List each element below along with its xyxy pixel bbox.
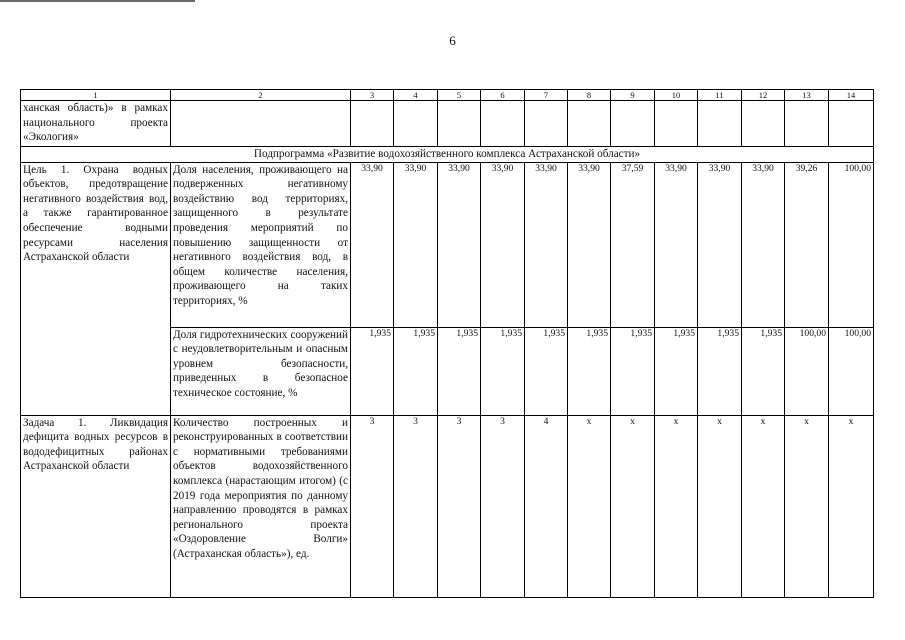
header-cell: 6: [481, 90, 525, 101]
task-cell: Задача 1. Ликвидация дефицита водных ресурсов в вододефицитных районах Астраханской области: [21, 415, 171, 597]
header-cell: 2: [171, 90, 351, 101]
value-cell: 33,90: [742, 162, 785, 327]
value-cell: 33,90: [394, 162, 438, 327]
value-cell: 1,935: [742, 327, 785, 415]
value-cell: 1,935: [394, 327, 438, 415]
value-cell: 33,90: [351, 162, 394, 327]
header-row: [21, 90, 874, 101]
subprogram-row: [21, 147, 874, 163]
value-cell: 3: [351, 415, 394, 597]
value-cell: 1,935: [568, 327, 611, 415]
value-cell: 37,59: [611, 162, 655, 327]
header-cell: 13: [785, 90, 829, 101]
indicators-table: [20, 89, 874, 598]
value-cell: х: [698, 415, 742, 597]
value-cell: 33,90: [698, 162, 742, 327]
value-cell: х: [742, 415, 785, 597]
value-cell: 3: [394, 415, 438, 597]
value-cell: 4: [525, 415, 568, 597]
indicator-row: [21, 162, 874, 327]
value-cell: 1,935: [438, 327, 481, 415]
value-cell: 1,935: [351, 327, 394, 415]
value-cell: 33,90: [655, 162, 698, 327]
value-cell: 1,935: [698, 327, 742, 415]
value-cell: х: [785, 415, 829, 597]
header-cell: 14: [829, 90, 874, 101]
value-cell: 100,00: [785, 327, 829, 415]
value-cell: х: [655, 415, 698, 597]
header-cell: 5: [438, 90, 481, 101]
indicator-text: Доля гидротехнических сооружений с неудовлетворительным и опасным уровнем безопасности, приведенных в безопасное техническое состояние, %: [171, 327, 351, 415]
continuation-text: ханская область)» в рамках национального проекта «Экология»: [21, 101, 171, 147]
value-cell: 100,00: [829, 162, 874, 327]
header-cell: 8: [568, 90, 611, 101]
header-cell: 10: [655, 90, 698, 101]
header-cell: 11: [698, 90, 742, 101]
header-cell: 9: [611, 90, 655, 101]
continuation-row: [21, 101, 874, 147]
header-cell: 1: [21, 90, 171, 101]
indicator-text: Количество построенных и реконструированных в соответствии с нормативными требованиями объектов водохозяйственного комплекса (нарастающим итогом) (с 2019 года мероприятия по данному направлению проводятся в рамках регионального проекта «Оздоровление Волги» (Астраханская область»), ед.: [171, 415, 351, 597]
value-cell: х: [829, 415, 874, 597]
task-row: [21, 415, 874, 597]
value-cell: 33,90: [568, 162, 611, 327]
header-cell: 7: [525, 90, 568, 101]
value-cell: 3: [481, 415, 525, 597]
value-cell: 3: [438, 415, 481, 597]
value-cell: х: [611, 415, 655, 597]
value-cell: х: [568, 415, 611, 597]
value-cell: 1,935: [525, 327, 568, 415]
value-cell: 1,935: [655, 327, 698, 415]
value-cell: 100,00: [829, 327, 874, 415]
header-cell: 3: [351, 90, 394, 101]
value-cell: 1,935: [611, 327, 655, 415]
value-cell: 33,90: [438, 162, 481, 327]
subprogram-title: Подпрограмма «Развитие водохозяйственного комплекса Астраханской области»: [21, 147, 874, 163]
goal-cell: Цель 1. Охрана водных объектов, предотвращение негативного воздействия вод, а также гарантированное обеспечение водными ресурсами населения Астраханской области: [21, 162, 171, 415]
indicator-text: Доля населения, проживающего на подверженных негативному воздействию вод территориях, защищенного в результате проведения мероприятий по повышению защищенности от негативного воздействия вод, в общем количестве населения, проживающего на таких территориях, %: [171, 162, 351, 327]
value-cell: 33,90: [481, 162, 525, 327]
scan-edge-line: [0, 0, 195, 2]
page-number: 6: [449, 33, 456, 48]
value-cell: 33,90: [525, 162, 568, 327]
header-cell: 12: [742, 90, 785, 101]
value-cell: 39,26: [785, 162, 829, 327]
header-cell: 4: [394, 90, 438, 101]
value-cell: 1,935: [481, 327, 525, 415]
